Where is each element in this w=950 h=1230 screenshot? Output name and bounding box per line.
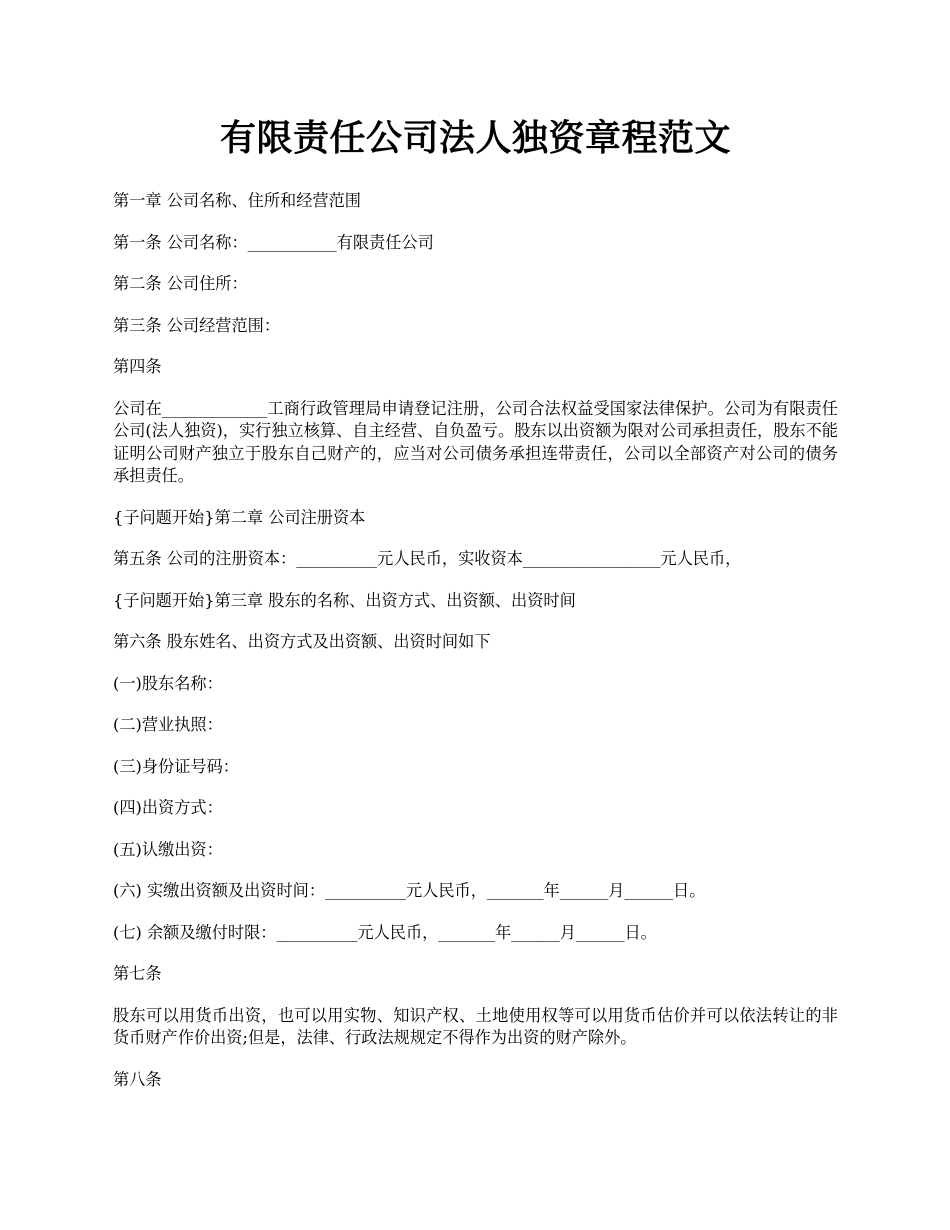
article-2: 第二条 公司住所： <box>113 274 248 293</box>
subscribed-capital: (五)认缴出资： <box>113 839 223 859</box>
business-license: (二)营业执照： <box>113 715 223 734</box>
shareholder-name: (一)股东名称： <box>113 673 223 693</box>
article-8-heading: 第八条 <box>113 1069 162 1089</box>
article-7-heading: 第七条 <box>113 964 162 983</box>
article-4-body: 公司在_____________工商行政管理局申请登记注册，公司合法权益受国家法律保护。公司为有限责任公司(法人独资)，实行独立核算、自主经营、自负盈亏。股东以出资额为限对公司承担责任，股东不能证明公司财产独立于股东自己财产的，应当对公司债务承担连带责任，公司以全部资产对公司的债务承担责任。 <box>113 398 838 485</box>
chapter-3-heading: {子问题开始}第三章 股东的名称、出资方式、出资额、出资时间 <box>113 590 576 610</box>
chapter-2-heading: {子问题开始}第二章 公司注册资本 <box>113 507 366 527</box>
contribution-method: (四)出资方式： <box>113 798 223 817</box>
article-3: 第三条 公司经营范围： <box>113 315 281 335</box>
balance-and-deadline: (七) 余额及缴付时限：__________元人民币，_______年______月______日。 <box>113 922 657 942</box>
article-6: 第六条 股东姓名、出资方式及出资额、出资时间如下 <box>113 632 491 651</box>
article-5: 第五条 公司的注册资本：__________元人民币，实收资本_________________元人民币， <box>113 549 742 568</box>
article-1: 第一条 公司名称：___________有限责任公司 <box>113 232 434 252</box>
article-4-heading: 第四条 <box>113 357 162 376</box>
document-title: 有限责任公司法人独资章程范文 <box>219 117 731 159</box>
chapter-1-heading: 第一章 公司名称、住所和经营范围 <box>113 191 361 210</box>
paid-capital-and-date: (六) 实缴出资额及出资时间：__________元人民币，_______年______月______日。 <box>113 881 706 900</box>
id-number: (三)身份证号码： <box>113 756 239 776</box>
article-7-body: 股东可以用货币出资，也可以用实物、知识产权、土地使用权等可以用货币估价并可以依法转让的非货币财产作价出资;但是，法律、行政法规规定不得作为出资的财产除外。 <box>113 1005 838 1047</box>
